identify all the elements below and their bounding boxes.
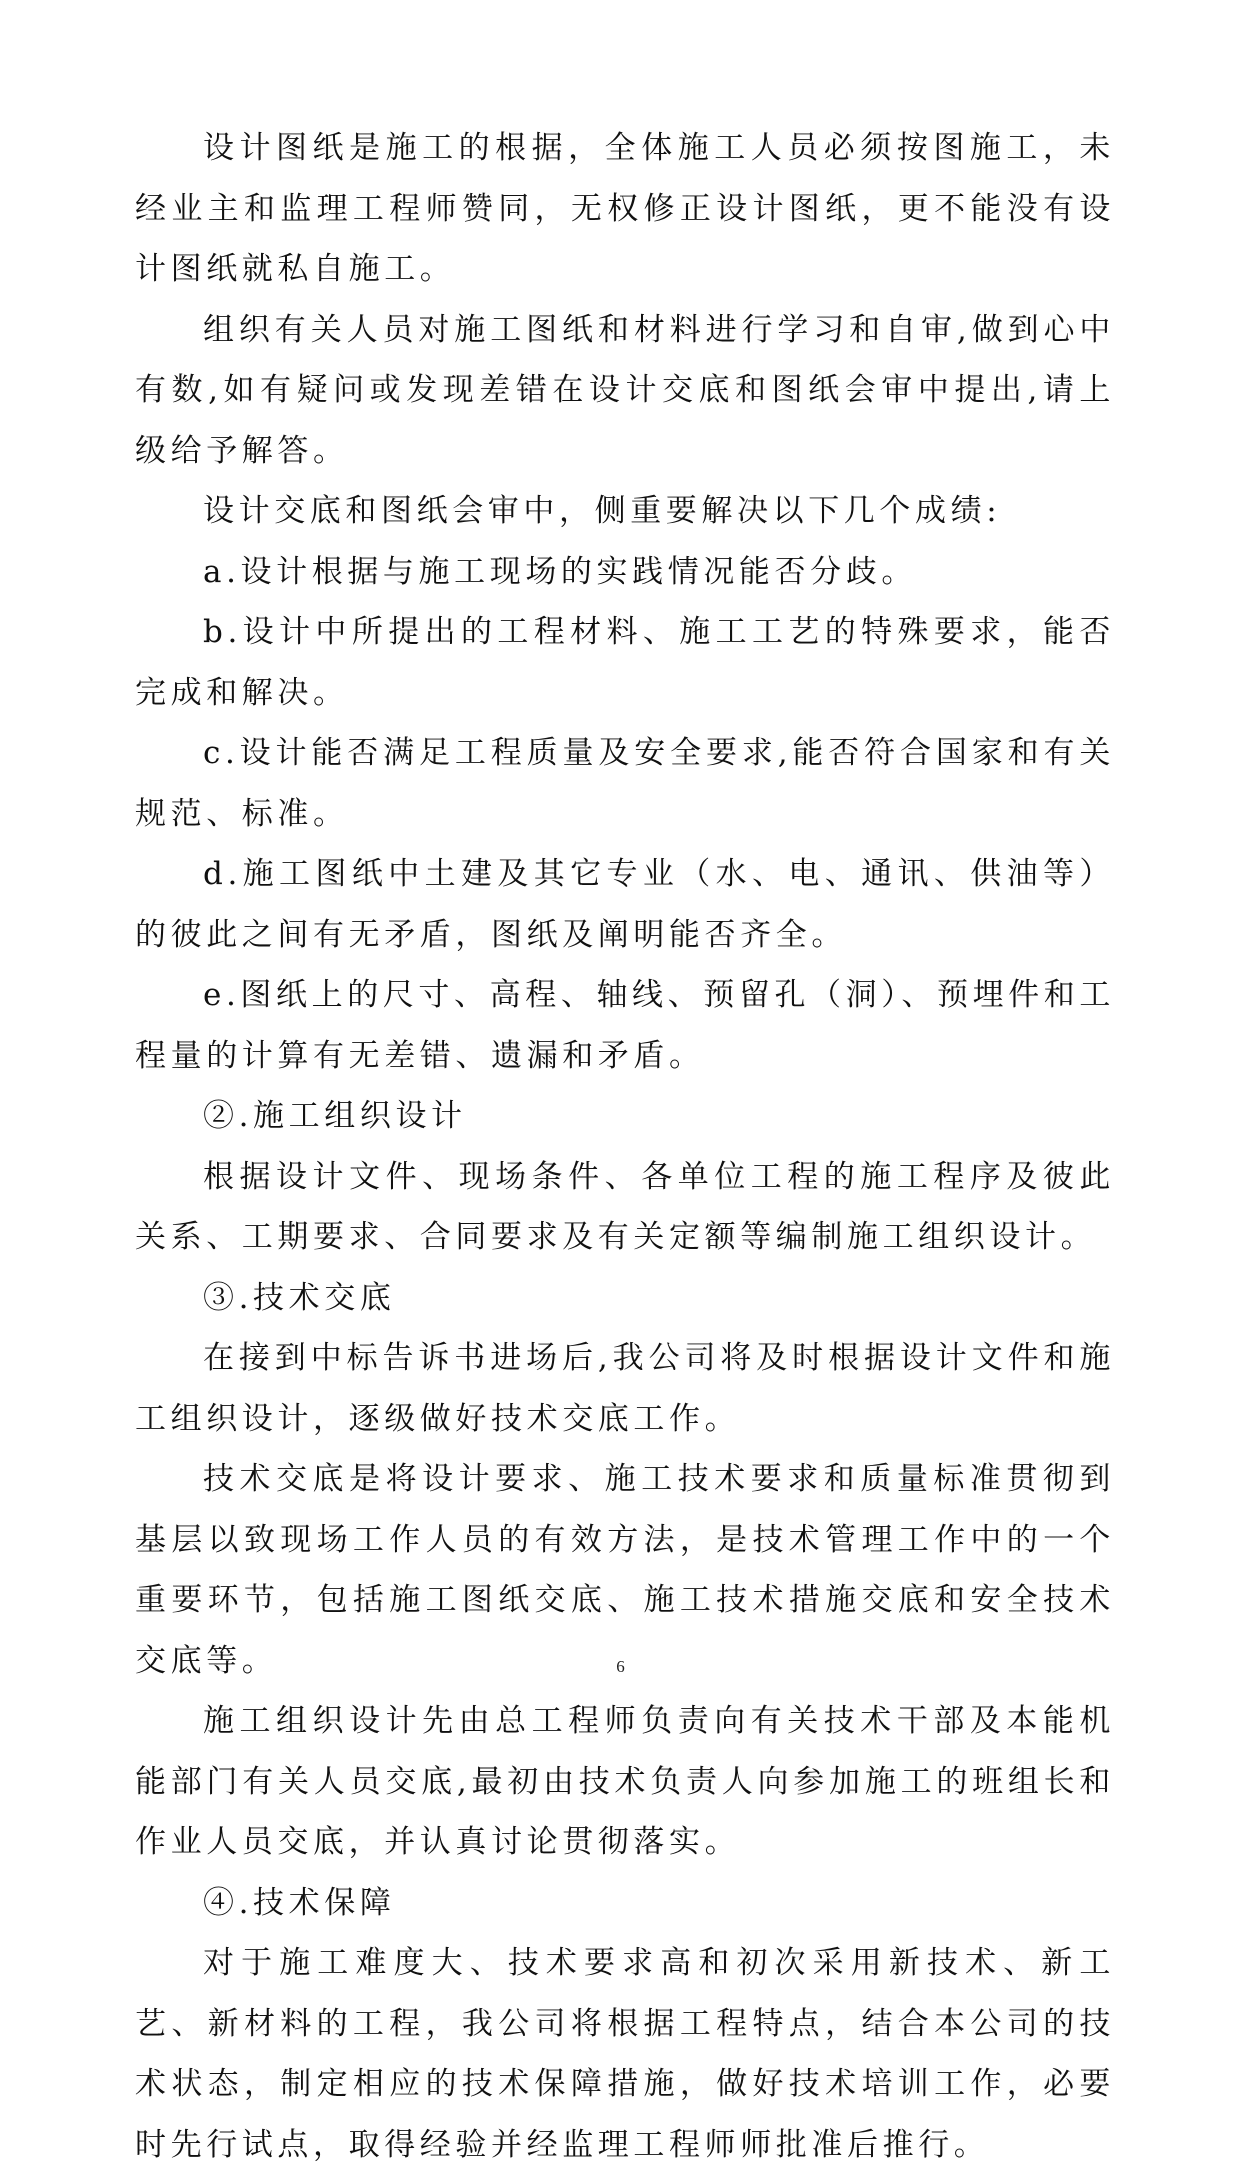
- body-text: [135, 118, 1115, 2175]
- list-item-e: e.图纸上的尺寸、高程、轴线、预留孔（洞）、预埋件和工程量的计算有无差错、遗漏和矛盾。: [135, 977, 1115, 1074]
- paragraph: 施工组织设计先由总工程师负责向有关技术干部及本能机能部门有关人员交底,最初由技术负责人向参加施工的班组长和作业人员交底，并认真讨论贯彻落实。: [135, 1703, 1115, 1860]
- paragraph: 组织有关人员对施工图纸和材料进行学习和自审,做到心中有数,如有疑问或发现差错在设计交底和图纸会审中提出,请上级给予解答。: [135, 311, 1115, 469]
- paragraph: 在接到中标告诉书进场后,我公司将及时根据设计文件和施工组织设计，逐级做好技术交底工作。: [135, 1340, 1115, 1437]
- list-item-a: a.设计根据与施工现场的实践情况能否分歧。: [203, 553, 917, 590]
- section-heading: ②.施工组织设计: [203, 1098, 467, 1134]
- section-heading: ④.技术保障: [203, 1884, 396, 1921]
- paragraph: 设计图纸是施工的根据，全体施工人员必须按图施工，未经业主和监理工程师赞同，无权修正设计图纸，更不能没有设计图纸就私自施工。: [135, 130, 1115, 287]
- paragraph: 对于施工难度大、技术要求高和初次采用新技术、新工艺、新材料的工程，我公司将根据工程特点，结合本公司的技术状态，制定相应的技术保障措施，做好技术培训工作，必要时先行试点，取得经验并经监理工程师师批准后推行。: [135, 1945, 1115, 2163]
- paragraph: 根据设计文件、现场条件、各单位工程的施工程序及彼此关系、工期要求、合同要求及有关定额等编制施工组织设计。: [135, 1158, 1115, 1255]
- list-item-c: c.设计能否满足工程质量及安全要求,能否符合国家和有关规范、标准。: [135, 735, 1115, 832]
- section-heading: ③.技术交底: [203, 1279, 396, 1316]
- page-number: 6: [616, 1657, 625, 1676]
- paragraph: 技术交底是将设计要求、施工技术要求和质量标准贯彻到基层以致现场工作人员的有效方法，是技术管理工作中的一个重要环节，包括施工图纸交底、施工技术措施交底和安全技术交底等。: [135, 1461, 1115, 1679]
- list-item-b: b.设计中所提出的工程材料、施工工艺的特殊要求，能否完成和解决。: [135, 614, 1115, 711]
- list-item-d: d.施工图纸中土建及其它专业（水、电、通讯、供油等）的彼此之间有无矛盾，图纸及阐明能否齐全。: [135, 856, 1115, 953]
- paragraph: 设计交底和图纸会审中，侧重要解决以下几个成绩:: [203, 493, 1002, 529]
